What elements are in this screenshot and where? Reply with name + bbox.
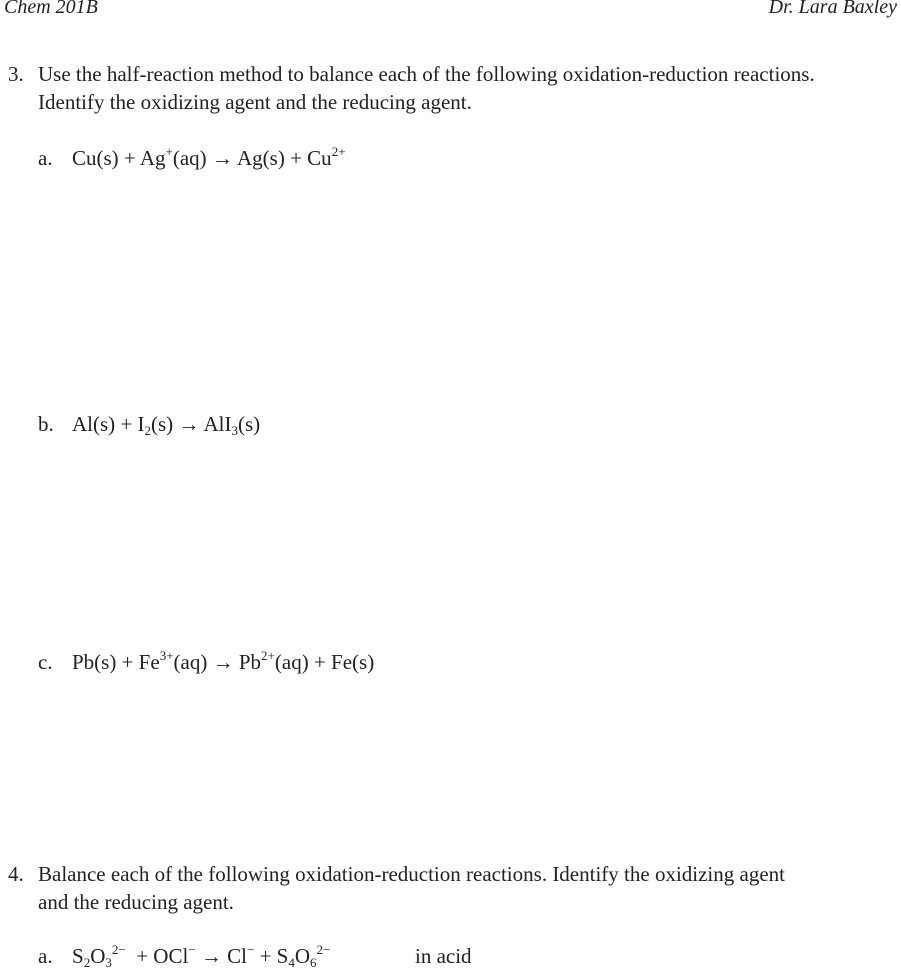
q3b-equation [72,412,260,437]
equation-sub: 2 [83,955,91,970]
equation-text: Cu(s) + Ag [72,146,166,170]
q4a-condition: in acid [415,944,472,968]
equation-sup: 2+ [261,648,275,663]
equation-text: Al(s) + I [72,412,145,436]
equation-text: (aq) + Fe(s) [274,650,375,674]
equation-text: + S [254,944,289,968]
q3a-label: a. [38,146,53,170]
q4a-equation [72,944,330,969]
equation-sub: 4 [288,955,295,970]
question-4-text-line1: Balance each of the following oxidation-reduction reactions. Identify the oxidizing agent [38,862,785,886]
course-title: Chem 201B [4,0,98,18]
q3a-equation [72,146,346,171]
question-4-number: 4. [8,862,24,886]
q3c-label: c. [38,650,53,674]
question-3-text-line2: Identify the oxidizing agent and the reducing agent. [38,90,472,114]
equation-text: Pb(s) + Fe [72,650,160,674]
q3c-equation [72,650,374,675]
equation-text: O [294,944,311,968]
equation-sup: − [188,942,196,957]
equation-text: (aq) → Pb [173,650,262,674]
equation-sup: + [165,144,173,159]
equation-sup: 2+ [331,144,346,159]
q3b-label: b. [38,412,54,436]
equation-sup: 2− [316,942,331,957]
equation-text: O [90,944,106,968]
equation-text: + OCl [125,944,189,968]
equation-sub: 3 [231,423,238,438]
equation-text: → Cl [195,944,247,968]
q4a-label: a. [38,944,53,968]
equation-text: (aq) → Ag(s) + Cu [172,146,332,170]
question-3-number: 3. [8,62,24,86]
equation-text: (s) → AlI [151,412,232,436]
instructor-name: Dr. Lara Baxley [768,0,897,18]
equation-text: (s) [238,412,261,436]
equation-sup: − [247,942,255,957]
equation-sub: 6 [310,955,317,970]
equation-sub: 2 [144,423,151,438]
equation-sup: 2− [111,942,126,957]
equation-text: S [72,944,84,968]
equation-sub: 3 [105,955,112,970]
question-4-text-line2: and the reducing agent. [38,890,234,914]
equation-sup: 3+ [159,648,174,663]
question-3-text-line1: Use the half-reaction method to balance each of the following oxidation-reduction reactions. [38,62,815,86]
